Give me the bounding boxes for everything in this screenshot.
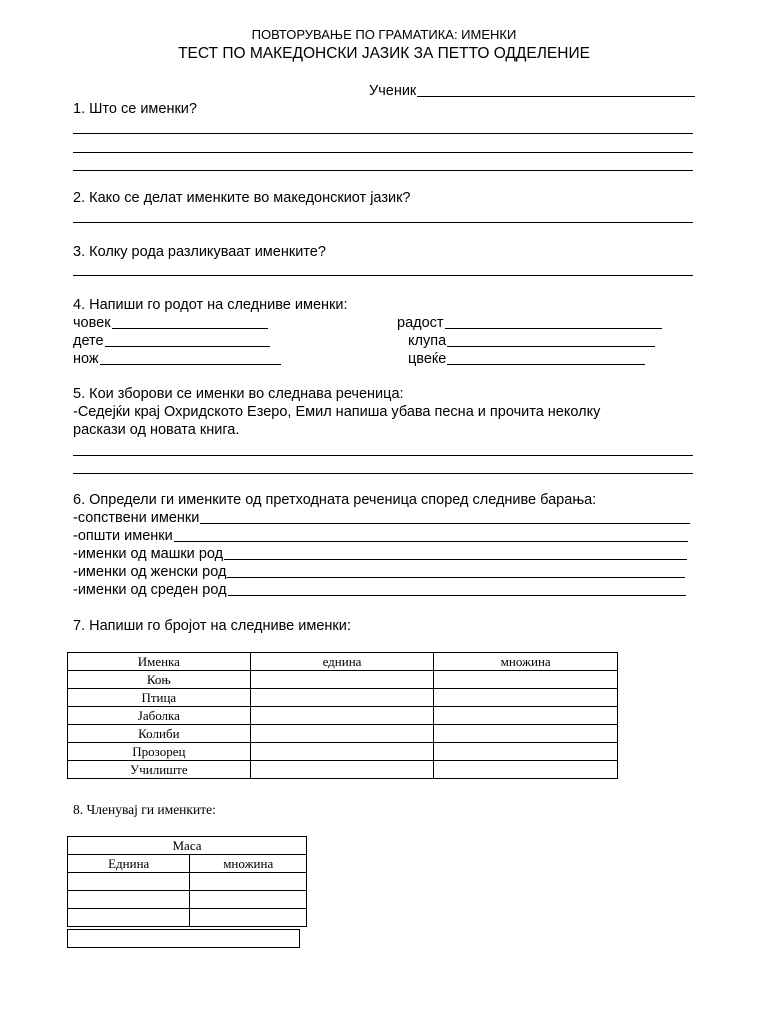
table-row xyxy=(68,743,618,761)
noun-label: човек xyxy=(73,315,111,331)
category-label: -општи именки xyxy=(73,528,173,544)
category-field[interactable] xyxy=(73,563,685,581)
column-header: множина xyxy=(190,855,307,873)
example-sentence: -Седејќи крај Охридското Езеро, Емил напиша убава песна и прочита неколку xyxy=(73,404,601,420)
student-name-field[interactable] xyxy=(369,82,695,100)
question-2: 2. Како се делат именките во македонскиот јазик? xyxy=(73,190,411,206)
question-5: 5. Кои зборови се именки во следнава реченица: xyxy=(73,386,404,402)
article-table xyxy=(67,836,307,927)
answer-line[interactable] xyxy=(73,133,693,134)
table-row xyxy=(68,689,618,707)
student-label: Ученик xyxy=(369,83,417,99)
answer-line[interactable] xyxy=(73,275,693,276)
answer-line[interactable] xyxy=(73,152,693,153)
column-header: множина xyxy=(434,653,618,671)
table-row xyxy=(68,707,618,725)
category-label: -сопствени именки xyxy=(73,510,200,526)
plural-cell[interactable] xyxy=(434,761,618,779)
table-header-row xyxy=(68,855,307,873)
plural-cell[interactable] xyxy=(434,725,618,743)
category-field[interactable] xyxy=(73,509,690,527)
noun-label: радост xyxy=(397,315,444,331)
singular-cell[interactable] xyxy=(250,743,434,761)
gender-field-5[interactable] xyxy=(408,332,655,350)
noun-label: нож xyxy=(73,351,99,367)
answer-line xyxy=(417,96,695,97)
plural-cell[interactable] xyxy=(434,707,618,725)
column-header: Именка xyxy=(68,653,251,671)
noun-cell: Колиби xyxy=(68,725,251,743)
question-6: 6. Определи ги именките од претходната реченица според следниве барања: xyxy=(73,492,597,508)
answer-line[interactable] xyxy=(73,473,693,474)
table-title: Маса xyxy=(68,837,307,855)
category-label: -именки од женски род xyxy=(73,564,227,580)
question-8: 8. Членувај ги именките: xyxy=(73,802,216,817)
noun-cell: Птица xyxy=(68,689,251,707)
column-header: Еднина xyxy=(68,855,190,873)
question-1: 1. Што се именки? xyxy=(73,101,197,117)
gender-field-2[interactable] xyxy=(73,332,270,350)
noun-label: клупа xyxy=(408,333,447,349)
noun-cell: Училиште xyxy=(68,761,251,779)
category-field[interactable] xyxy=(73,545,687,563)
category-field[interactable] xyxy=(73,581,686,599)
category-label: -именки од среден род xyxy=(73,582,227,598)
worksheet-title: ТЕСТ ПО МАКЕДОНСКИ ЈАЗИК ЗА ПЕТТО ОДДЕЛЕНИЕ xyxy=(178,45,590,62)
gender-field-4[interactable] xyxy=(397,314,662,332)
table-row xyxy=(68,909,307,927)
noun-cell: Јаболка xyxy=(68,707,251,725)
answer-line[interactable] xyxy=(73,455,693,456)
table-row xyxy=(68,761,618,779)
singular-cell[interactable] xyxy=(68,873,190,891)
question-7: 7. Напиши го бројот на следниве именки: xyxy=(73,618,351,634)
noun-label: цвеќе xyxy=(408,351,447,367)
table-header-row xyxy=(68,653,618,671)
plural-cell[interactable] xyxy=(190,909,307,927)
question-4: 4. Напиши го родот на следниве именки: xyxy=(73,297,348,313)
question-3: 3. Колку рода разликуваат именките? xyxy=(73,244,326,260)
answer-line[interactable] xyxy=(73,222,693,223)
singular-cell[interactable] xyxy=(68,909,190,927)
table-title-row xyxy=(68,837,307,855)
worksheet-subtitle: ПОВТОРУВАЊЕ ПО ГРАМАТИКА: ИМЕНКИ xyxy=(251,27,517,42)
noun-cell: Коњ xyxy=(68,671,251,689)
gender-field-6[interactable] xyxy=(408,350,645,368)
noun-cell: Прозорец xyxy=(68,743,251,761)
singular-cell[interactable] xyxy=(68,891,190,909)
category-field[interactable] xyxy=(73,527,688,545)
gender-field-3[interactable] xyxy=(73,350,281,368)
plural-cell[interactable] xyxy=(434,689,618,707)
table-row xyxy=(68,671,618,689)
table-row xyxy=(68,725,618,743)
table-row xyxy=(68,891,307,909)
extra-answer-box[interactable] xyxy=(67,929,300,948)
plural-cell[interactable] xyxy=(434,671,618,689)
plural-cell[interactable] xyxy=(434,743,618,761)
table-row xyxy=(68,873,307,891)
singular-cell[interactable] xyxy=(250,761,434,779)
example-sentence-cont: раскази од новата книга. xyxy=(73,422,240,438)
number-table xyxy=(67,652,618,779)
answer-line[interactable] xyxy=(73,170,693,171)
column-header: еднина xyxy=(250,653,434,671)
plural-cell[interactable] xyxy=(190,891,307,909)
plural-cell[interactable] xyxy=(190,873,307,891)
noun-label: дете xyxy=(73,333,104,349)
singular-cell[interactable] xyxy=(250,707,434,725)
singular-cell[interactable] xyxy=(250,689,434,707)
gender-field-1[interactable] xyxy=(73,314,268,332)
singular-cell[interactable] xyxy=(250,725,434,743)
singular-cell[interactable] xyxy=(250,671,434,689)
category-label: -именки од машки род xyxy=(73,546,224,562)
